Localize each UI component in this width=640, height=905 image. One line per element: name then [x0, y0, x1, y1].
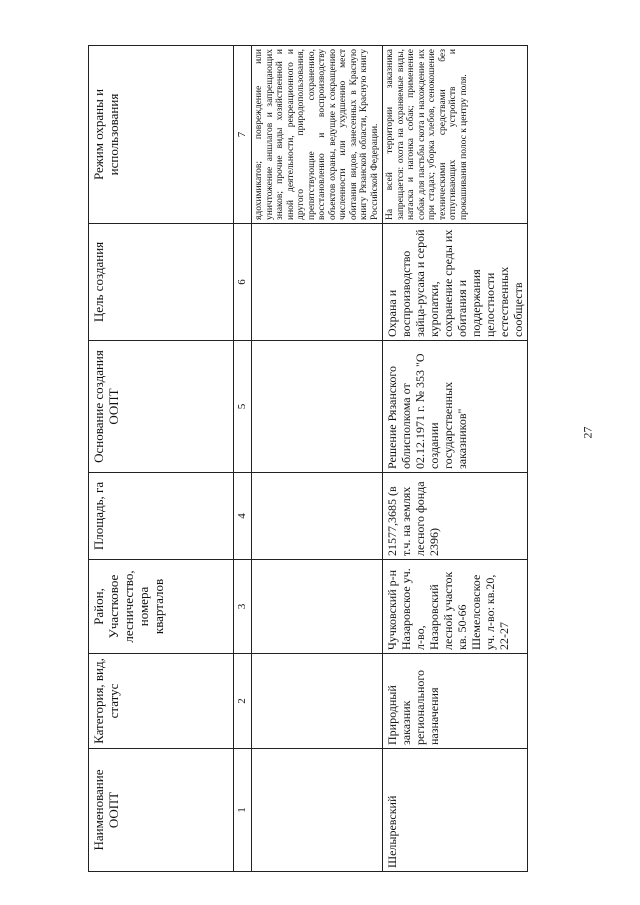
column-number: 7	[234, 46, 252, 224]
header-basis: Основание создания ООПТ	[89, 341, 234, 473]
header-name: Наименование ООПТ	[89, 749, 234, 872]
empty-cell	[252, 749, 383, 872]
column-number: 4	[234, 473, 252, 560]
header-purpose: Цель создания	[89, 224, 234, 341]
row-area: 21577,3685 (в т.ч. на землях лесного фонда 2396)	[383, 473, 528, 560]
continued-row	[252, 46, 383, 872]
row-category: Природный заказник регионального назначения	[383, 654, 528, 749]
column-number: 3	[234, 560, 252, 654]
table-row	[383, 46, 528, 872]
row-name: Шелыревский	[383, 749, 528, 872]
empty-cell	[252, 473, 383, 560]
row-purpose: Охрана и воспроизводство зайца-русака и серой куропатки, сохранение среды их обитания и поддержания целостности естественных сообществ	[383, 224, 528, 341]
protected-areas-table	[88, 45, 528, 872]
column-number: 2	[234, 654, 252, 749]
header-regime: Режим охраны и использования	[89, 46, 234, 224]
empty-cell	[252, 341, 383, 473]
continued-regime-text: ядохимикатов; повреждение или уничтожение аншлагов и запрещающих знаков; прочие виды хозяйственной и иной деятельности, рекреационного и другого природопользования, препятствующие сохранению, восстановлению и воспроизводству объектов охраны, ведущие к сокращению численности или ухудшению мест обитания видов, занесенных в Красную книгу Рязанской области, Красную книгу Российской Федерации.	[252, 46, 383, 224]
rotated-page-content	[88, 46, 525, 872]
column-number: 6	[234, 224, 252, 341]
page-number: 27	[580, 426, 595, 439]
empty-cell	[252, 560, 383, 654]
header-row	[89, 46, 234, 872]
row-district: Чучковский р-н Назаровское уч. л-во, Назаровский лесной участок кв. 50-66 Шемелсовское уч. л-во: кв.20, 22-27	[383, 560, 528, 654]
header-district: Район, Участковое лесничество, номера кварталов	[89, 560, 234, 654]
column-number: 5	[234, 341, 252, 473]
column-number: 1	[234, 749, 252, 872]
row-regime: На всей территории заказника запрещается: охота на охраняемые виды, натаска и нагонка собак; применение собак для пастьбы скота и нахождение их при стадах; уборка хлебов, сенокошение техническими средствами без отпугивающих устройств и прокашивания полос к центру поля.	[383, 46, 528, 224]
column-number-row	[234, 46, 252, 872]
header-category: Категория, вид, статус	[89, 654, 234, 749]
empty-cell	[252, 224, 383, 341]
row-basis: Решение Рязанского облисполкома от 02.12.1971 г. № 353 "О создании государственных заказников"	[383, 341, 528, 473]
header-area: Площадь, га	[89, 473, 234, 560]
empty-cell	[252, 654, 383, 749]
